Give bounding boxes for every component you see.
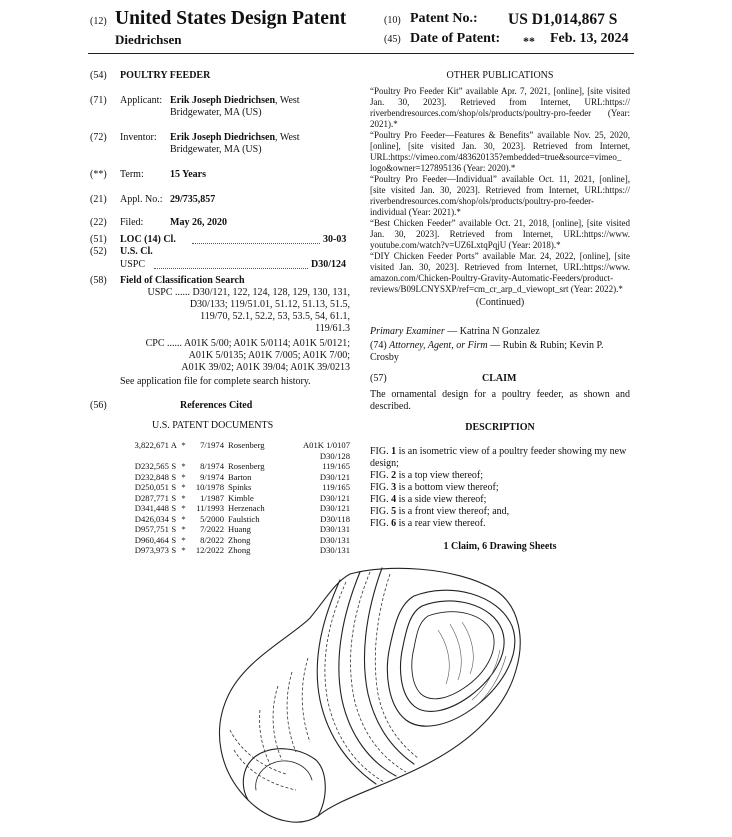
ref-kind: S xyxy=(171,492,177,503)
document-type-title: United States Design Patent xyxy=(115,8,347,29)
ref-class: D30/131 xyxy=(319,545,350,555)
attorney-code: (74) xyxy=(370,340,387,351)
ref-class: 119/165 xyxy=(322,461,350,471)
code-45: (45) xyxy=(384,34,401,45)
reference-row xyxy=(114,472,350,483)
reference-row xyxy=(114,482,350,493)
field-cpc-line: A01K 39/02; A01K 39/04; A01K 39/0213 xyxy=(181,362,350,373)
representative-drawing xyxy=(200,560,560,832)
fig-description: FIG. 6 is a rear view thereof. xyxy=(370,518,486,529)
code-10: (10) xyxy=(384,15,401,26)
publication-entry: “DIY Chicken Feeder Ports” available Mar. 24, 2022, [online], [site visited Jan. 30, 2023]. Retrieved from Internet, URL:https://www. amazon.com/Chicken-Poultry-Gravity-Automatic-Feeders/product-reviews/B09LCNYSXP/ref=cm_cr_arp_d_viewopt_srt (Year: 2022).* xyxy=(370,251,630,294)
patent-date: Feb. 13, 2024 xyxy=(550,31,629,46)
ref-class: A01K 1/0107 xyxy=(302,440,350,450)
poultry-feeder-drawing xyxy=(200,560,560,832)
primary-examiner-label: Primary Examiner xyxy=(370,326,445,337)
inventor-surname: Diedrichsen xyxy=(115,32,182,47)
ref-star: * xyxy=(181,440,186,450)
ref-number: D957,751 xyxy=(134,524,169,534)
term-value: 15 Years xyxy=(170,169,207,180)
ref-star: * xyxy=(181,503,186,513)
ref-date: 8/2022 xyxy=(200,534,224,545)
ref-kind: S xyxy=(171,482,177,492)
primary-examiner-name: — Katrina N Gonzalez xyxy=(444,326,540,337)
inventor-label: Inventor: xyxy=(120,132,157,143)
ref-inventor: Rosenberg xyxy=(228,461,265,471)
ref-inventor: Herzenach xyxy=(228,503,265,513)
references-table xyxy=(114,440,352,556)
claim-code: (57) xyxy=(370,373,387,384)
uspc-label: USPC xyxy=(120,259,146,270)
field-uspc-line: D30/133; 119/51.01, 51.12, 51.13, 51.5, xyxy=(189,299,350,310)
ref-number: D960,464 xyxy=(134,534,169,545)
uspc-leader xyxy=(154,259,308,269)
term-code: (**) xyxy=(90,169,107,180)
field-note: See application file for complete search history. xyxy=(120,376,311,387)
inventor-location-2: Bridgewater, MA (US) xyxy=(170,144,262,155)
reference-row-continuation xyxy=(114,451,350,462)
field-code: (58) xyxy=(90,275,107,286)
ref-inventor: Huang xyxy=(228,524,251,534)
applicant-code: (71) xyxy=(90,95,107,106)
attorney-label: Attorney, Agent, or Firm xyxy=(389,340,488,351)
ref-kind: S xyxy=(171,461,177,471)
ref-class: D30/121 xyxy=(319,492,350,503)
examiner-block xyxy=(370,326,630,364)
ref-kind: S xyxy=(171,503,177,513)
loc-label: LOC (14) Cl. xyxy=(120,234,176,245)
ref-inventor: Kimble xyxy=(228,492,254,503)
claims-sheets-count: 1 Claim, 6 Drawing Sheets xyxy=(443,541,557,552)
reference-row xyxy=(114,461,350,472)
ref-date: 9/1974 xyxy=(200,471,224,482)
ref-date: 8/1974 xyxy=(200,461,224,471)
refs-label: References Cited xyxy=(180,400,253,411)
ref-class: D30/131 xyxy=(319,534,350,545)
ref-date: 7/2022 xyxy=(200,524,224,534)
ref-class: 119/165 xyxy=(322,482,350,492)
field-cpc-block xyxy=(120,338,350,374)
ref-kind: S xyxy=(171,534,177,545)
publication-entry: “Best Chicken Feeder” available Oct. 21, 2018, [online], [site visited Jan. 30, 2023]. Retrieved from Internet, URL:https://www. youtube.com/watch?v=UZ6LxtqPqjU (Year: 2018).* xyxy=(370,218,630,250)
field-uspc-line: 119/61.3 xyxy=(315,323,350,334)
field-label: Field of Classification Search xyxy=(120,275,245,286)
field-uspc-line: USPC ...... D30/121, 122, 124, 128, 129, 130, 131, xyxy=(147,287,350,298)
ref-date: 7/1974 xyxy=(200,440,224,450)
loc-leader xyxy=(192,234,320,244)
publications-list xyxy=(370,86,630,295)
invention-title: POULTRY FEEDER xyxy=(120,70,211,81)
reference-row xyxy=(114,503,350,514)
ref-kind: A xyxy=(170,440,177,450)
ref-star: * xyxy=(181,524,186,534)
ref-kind: S xyxy=(171,471,177,482)
ref-star: * xyxy=(181,471,186,482)
code-12: (12) xyxy=(90,16,107,27)
term-label: Term: xyxy=(120,169,144,180)
publication-entry: “Poultry Pro Feeder Kit” available Apr. 7, 2021, [online], [site visited Jan. 30, 2023]. Retrieved from Internet, URL:https:// riverbendresources.com/shop/ols/products/poultry-pro-feeder (Year: 2021).* xyxy=(370,86,630,129)
publication-entry: “Poultry Pro Feeder—Features & Benefits” available Nov. 25, 2020, [online], [site visited Jan. 30, 2023]. Retrieved from Internet, URL:https://vimeo.com/483620135?embedded=true&source=vimeo_ logo&owner=127895136 (Year: 2020).* xyxy=(370,130,630,173)
ref-class-secondary: D30/128 xyxy=(319,450,350,461)
description-heading: DESCRIPTION xyxy=(465,422,535,433)
refs-code: (56) xyxy=(90,400,107,411)
ref-star: * xyxy=(181,492,186,503)
applicant-location-1: , West xyxy=(275,95,300,106)
refs-subheading: U.S. PATENT DOCUMENTS xyxy=(152,420,274,431)
reference-row xyxy=(114,514,350,525)
ref-date: 1/1987 xyxy=(200,492,224,503)
header-rule xyxy=(88,53,634,54)
reference-row xyxy=(114,493,350,504)
ref-star: * xyxy=(181,461,186,471)
ref-star: * xyxy=(181,545,186,555)
date-mark: ** xyxy=(523,34,535,48)
uscl-label: U.S. Cl. xyxy=(120,246,153,257)
figure-descriptions xyxy=(370,446,632,530)
filed-date: May 26, 2020 xyxy=(170,217,227,228)
other-publications-heading: OTHER PUBLICATIONS xyxy=(446,70,554,81)
loc-value: 30-03 xyxy=(323,234,347,245)
ref-class: D30/121 xyxy=(319,503,350,513)
filed-label: Filed: xyxy=(120,217,144,228)
ref-kind: S xyxy=(171,524,177,534)
ref-kind: S xyxy=(171,513,177,524)
ref-number: 3,822,671 xyxy=(134,440,169,450)
inventor-name: Erik Joseph Diedrichsen xyxy=(170,132,276,143)
ref-class: D30/131 xyxy=(319,524,350,534)
patent-no-label: Patent No.: xyxy=(410,11,478,26)
fig-description: FIG. 2 is a top view thereof; xyxy=(370,470,484,481)
ref-date: 11/1993 xyxy=(196,503,224,513)
reference-row xyxy=(114,524,350,535)
fig-description: FIG. 1 is an isometric view of a poultry feeder showing my new design; xyxy=(370,446,627,469)
patent-number: US D1,014,867 S xyxy=(508,11,618,28)
title-code: (54) xyxy=(90,70,107,81)
ref-inventor: Spinks xyxy=(228,482,252,492)
appl-label: Appl. No.: xyxy=(120,194,163,205)
ref-star: * xyxy=(181,513,186,524)
ref-inventor: Barton xyxy=(228,471,252,482)
reference-row xyxy=(114,535,350,546)
applicant-location-2: Bridgewater, MA (US) xyxy=(170,107,262,118)
ref-date: 5/2000 xyxy=(200,513,224,524)
ref-inventor: Zhong xyxy=(228,545,251,555)
filed-code: (22) xyxy=(90,217,107,228)
ref-kind: S xyxy=(171,545,177,555)
appl-code: (21) xyxy=(90,194,107,205)
appl-number: 29/735,857 xyxy=(170,194,216,205)
attorney-name: — Rubin & Rubin; Kevin P. Crosby xyxy=(370,340,604,363)
ref-date: 12/2022 xyxy=(195,545,224,555)
uspc-value: D30/124 xyxy=(311,259,346,270)
uscl-code: (52) xyxy=(90,246,107,257)
patent-header xyxy=(88,8,634,50)
continued-note: (Continued) xyxy=(475,297,525,308)
reference-row xyxy=(114,545,350,556)
ref-star: * xyxy=(181,482,186,492)
applicant-label: Applicant: xyxy=(120,95,163,106)
publications-column xyxy=(370,70,630,309)
claim-text: The ornamental design for a poultry feeder, as shown and described. xyxy=(370,389,630,412)
reference-row xyxy=(114,440,350,451)
publication-entry: “Poultry Pro Feeder—Individual” available Oct. 11, 2021, [online], [site visited Jan. 30, 2023]. Retrieved from Internet, URL:https:// riverbendresources.com/shop/ols/products/poultry-pro-feeder-individual (Year: 2021).* xyxy=(370,174,630,217)
inventor-code: (72) xyxy=(90,132,107,143)
ref-date: 10/1978 xyxy=(195,482,224,492)
field-cpc-line: CPC ...... A01K 5/00; A01K 5/0114; A01K 5/0121; xyxy=(145,338,350,349)
ref-number: D232,565 xyxy=(134,461,169,471)
ref-inventor: Rosenberg xyxy=(228,440,265,450)
ref-class: D30/121 xyxy=(319,471,350,482)
loc-code: (51) xyxy=(90,234,107,245)
inventor-location-1: , West xyxy=(275,132,300,143)
ref-number: D426,034 xyxy=(134,513,169,524)
applicant-name: Erik Joseph Diedrichsen xyxy=(170,95,276,106)
ref-number: D973,973 xyxy=(134,545,169,555)
ref-inventor: Zhong xyxy=(228,534,251,545)
ref-number: D232,848 xyxy=(134,471,169,482)
fig-description: FIG. 3 is a bottom view thereof; xyxy=(370,482,499,493)
ref-number: D341,448 xyxy=(134,503,169,513)
ref-number: D287,771 xyxy=(134,492,169,503)
field-uspc-line: 119/70, 52.1, 52.2, 53, 53.5, 54, 61.1, xyxy=(200,311,350,322)
fig-description: FIG. 4 is a side view thereof; xyxy=(370,494,487,505)
fig-description: FIG. 5 is a front view thereof; and, xyxy=(370,506,510,517)
ref-star: * xyxy=(181,534,186,545)
field-cpc-line: A01K 5/0135; A01K 7/005; A01K 7/00; xyxy=(188,350,350,361)
date-of-patent-label: Date of Patent: xyxy=(410,31,501,46)
ref-inventor: Faulstich xyxy=(228,513,260,524)
claim-heading: CLAIM xyxy=(482,373,517,384)
ref-class: D30/118 xyxy=(320,513,350,524)
ref-number: D250,051 xyxy=(134,482,169,492)
field-uspc-block xyxy=(120,287,350,335)
